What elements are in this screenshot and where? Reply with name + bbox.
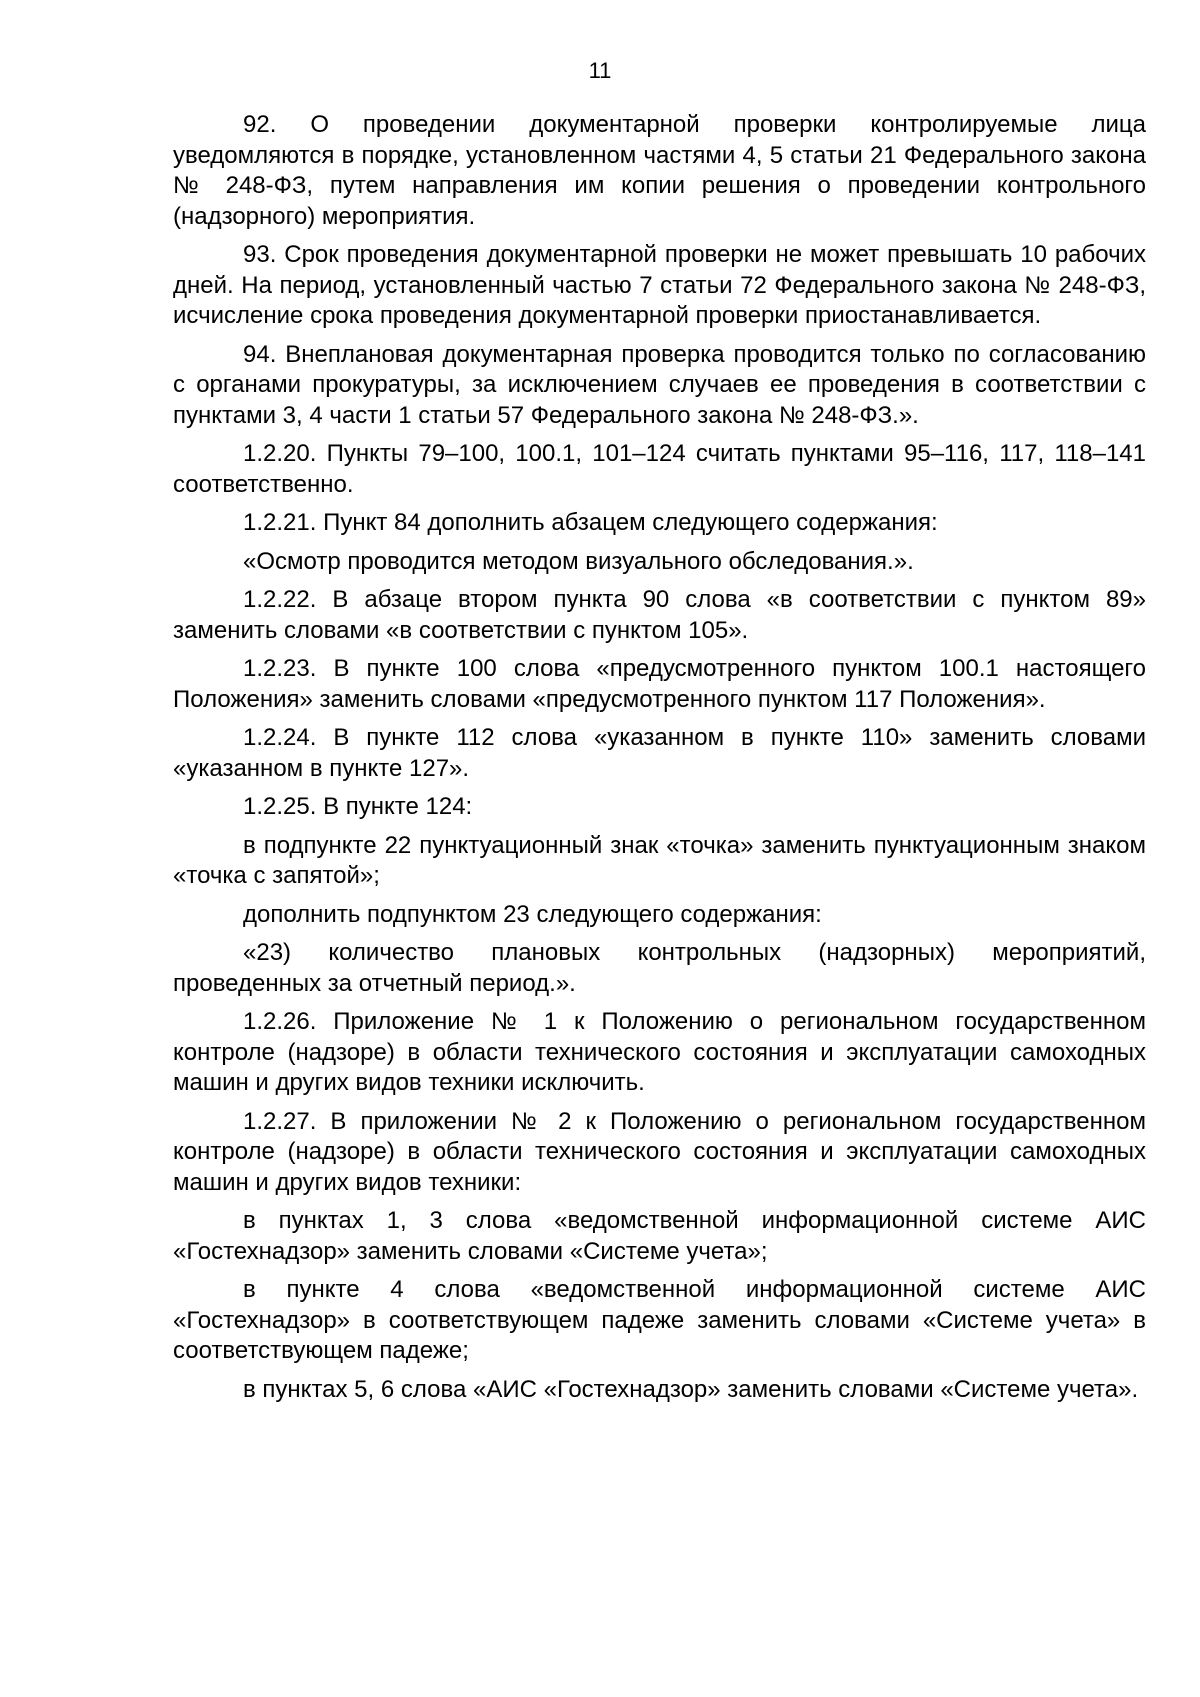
paragraph-1-2-27-items-1-3: в пунктах 1, 3 слова «ведомственной информационной системе АИС «Гостехнадзор» заменить словами «Системе учета»; xyxy=(173,1207,1146,1265)
paragraph-92: 92. О проведении документарной проверки контролируемые лица уведомляются в порядке, установленном частями 4, 5 статьи 21 Федерального закона № 248-ФЗ, путем направления им копии решения о проведении контрольного (надзорного) мероприятия. xyxy=(173,111,1146,230)
paragraph-1-2-25-quote-23: «23) количество плановых контрольных (надзорных) мероприятий, проведенных за отчетный период.». xyxy=(173,939,1146,997)
paragraph-1-2-25-sub-22: в подпункте 22 пунктуационный знак «точка» заменить пунктуационным знаком «точка с запятой»; xyxy=(173,831,1146,889)
paragraph-1-2-25-add-23: дополнить подпунктом 23 следующего содержания: xyxy=(243,900,822,928)
paragraph-1-2-21: 1.2.21. Пункт 84 дополнить абзацем следующего содержания: xyxy=(243,509,938,536)
page-number: 11 xyxy=(588,58,612,83)
paragraph-1-2-26: 1.2.26. Приложение № 1 к Положению о региональном государственном контроле (надзоре) в области технического состояния и эксплуатации самоходных машин и других видов техники исключить. xyxy=(173,1008,1146,1096)
paragraph-1-2-21-quote: «Осмотр проводится методом визуального обследования.». xyxy=(243,547,914,575)
paragraph-1-2-22: 1.2.22. В абзаце втором пункта 90 слова «в соответствии с пунктом 89» заменить словами «в соответствии с пунктом 105». xyxy=(173,586,1146,644)
paragraph-1-2-20: 1.2.20. Пункты 79–100, 100.1, 101–124 считать пунктами 95–116, 117, 118–141 соответственно. xyxy=(173,440,1146,498)
paragraph-1-2-27: 1.2.27. В приложении № 2 к Положению о региональном государственном контроле (надзоре) в области технического состояния и эксплуатации самоходных машин и других видов техники: xyxy=(173,1107,1146,1196)
paragraph-1-2-24: 1.2.24. В пункте 112 слова «указанном в пункте 110» заменить словами «указанном в пункте 127». xyxy=(173,724,1146,782)
paragraph-1-2-23: 1.2.23. В пункте 100 слова «предусмотренного пунктом 100.1 настоящего Положения» заменить словами «предусмотренного пунктом 117 Положения». xyxy=(173,655,1146,713)
paragraph-1-2-25: 1.2.25. В пункте 124: xyxy=(243,793,473,820)
paragraph-93: 93. Срок проведения документарной проверки не может превышать 10 рабочих дней. На период, установленный частью 7 статьи 72 Федерального закона № 248-ФЗ, исчисление срока проведения документарной проверки приостанавливается. xyxy=(173,241,1146,329)
paragraph-1-2-27-item-4: в пункте 4 слова «ведомственной информационной системе АИС «Гостехнадзор» в соответствующем падеже заменить словами «Системе учета» в соответствующем падеже; xyxy=(173,1276,1146,1364)
paragraph-94: 94. Внеплановая документарная проверка проводится только по согласованию с органами прокуратуры, за исключением случаев ее проведения в соответствии с пунктами 3, 4 части 1 статьи 57 Федерального закона № 248-ФЗ.». xyxy=(173,340,1146,429)
document-body xyxy=(173,110,1146,1413)
paragraph-1-2-27-items-5-6: в пунктах 5, 6 слова «АИС «Гостехнадзор» заменить словами «Системе учета». xyxy=(243,1375,1139,1403)
